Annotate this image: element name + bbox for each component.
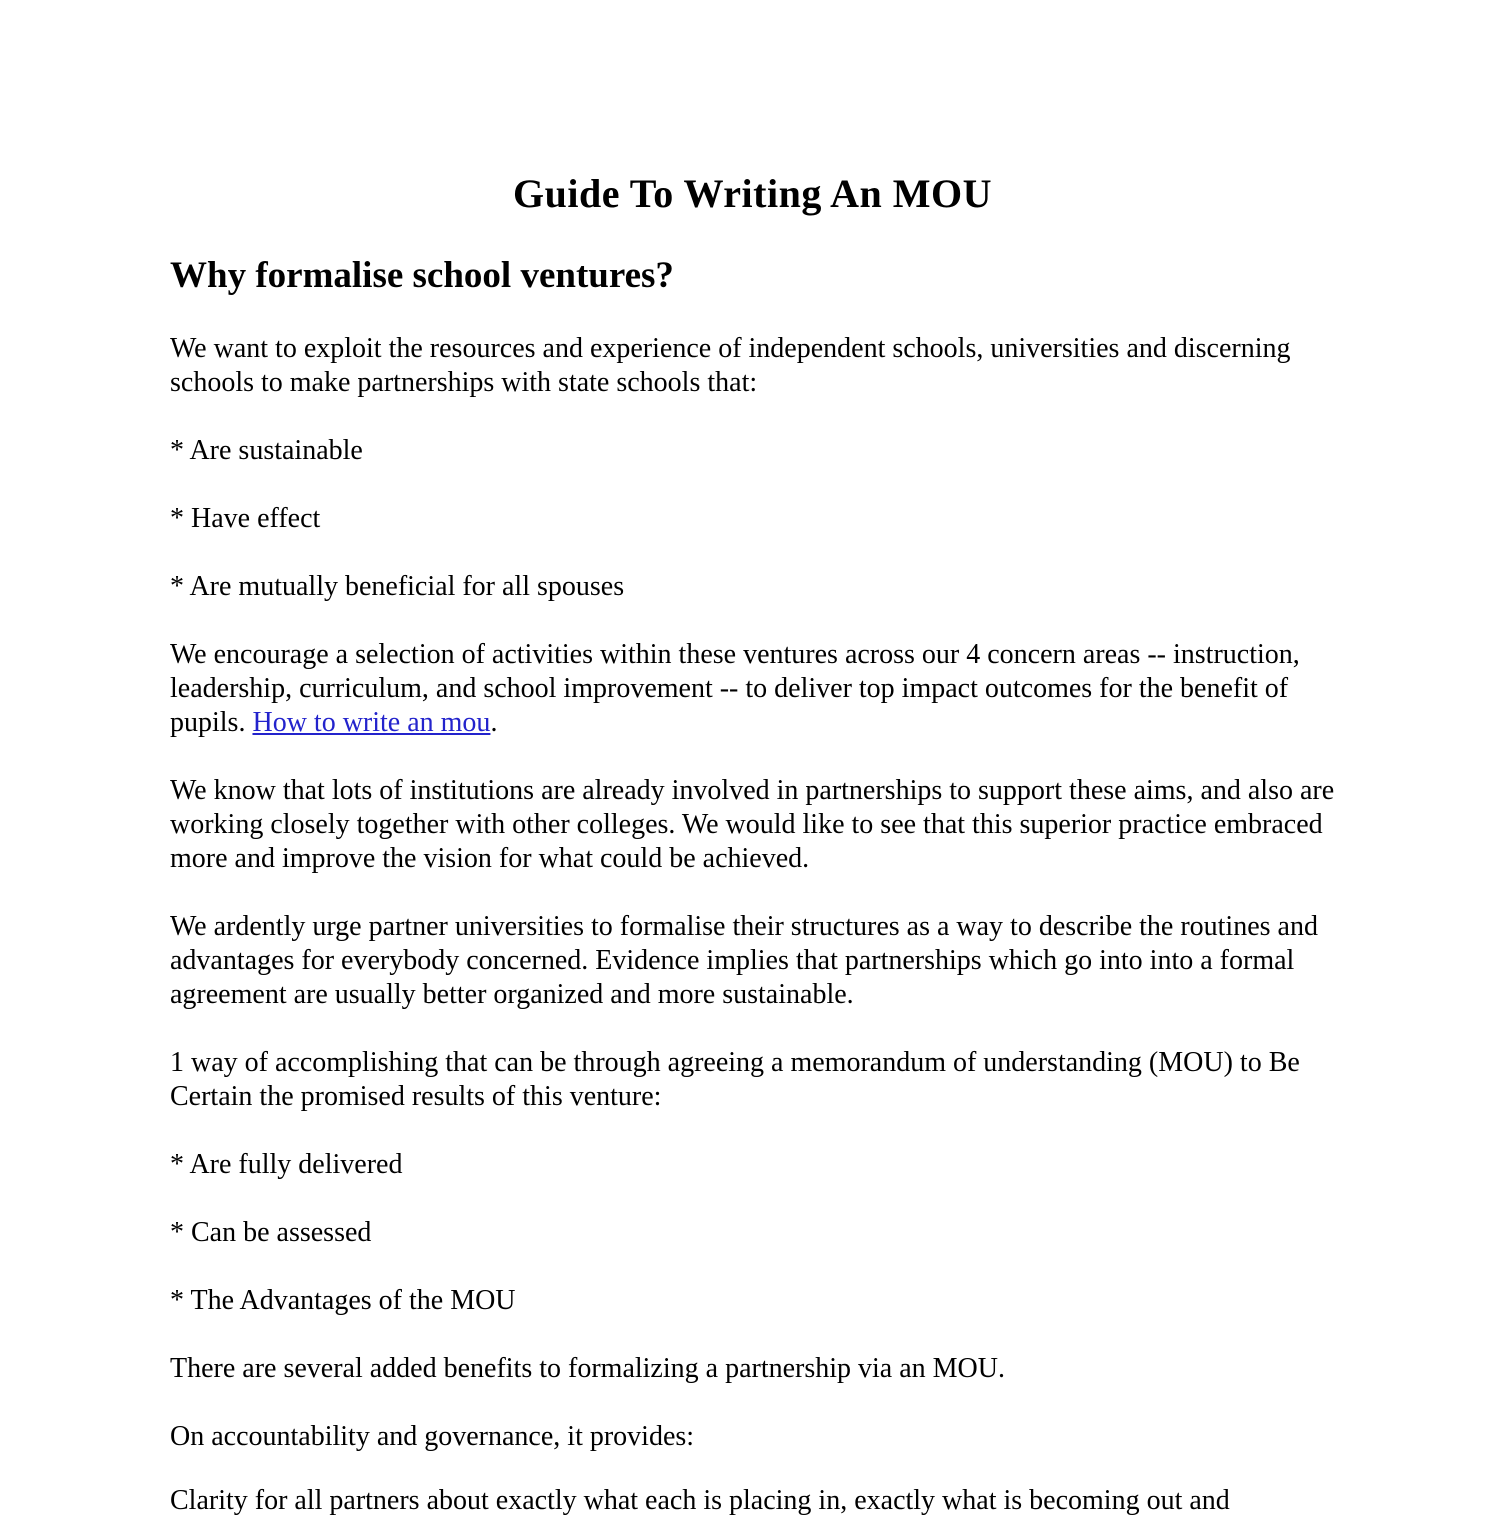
bullet-item: * Have effect <box>170 503 321 534</box>
document-title: Guide To Writing An MOU <box>512 171 993 216</box>
bullet-item: * Are fully delivered <box>170 1149 403 1180</box>
bullet-item: * The Advantages of the MOU <box>170 1285 516 1316</box>
accountability-paragraph: On accountability and governance, it provides: <box>170 1421 695 1452</box>
bullet-item: * Are sustainable <box>170 435 363 466</box>
bullet-item: * Can be assessed <box>170 1217 372 1248</box>
encourage-paragraph-period: . <box>490 707 498 738</box>
bullet-item: * Are mutually beneficial for all spouses <box>170 571 625 602</box>
how-to-write-mou-link[interactable]: How to write an mou <box>252 707 491 738</box>
clarity-paragraph: Clarity for all partners about exactly what each is placing in, exactly what is becoming out and <box>170 1485 1230 1516</box>
know-paragraph: We know that lots of institutions are already involved in partnerships to support these aims, and also are working closely together with other colleges. We would like to see that this superior practice embraced more and improve the vision for what could be achieved. <box>170 775 1335 874</box>
one-way-paragraph: 1 way of accomplishing that can be through agreeing a memorandum of understanding (MOU) to Be Certain the promised results of this venture: <box>170 1047 1300 1112</box>
urge-paragraph: We ardently urge partner universities to formalise their structures as a way to describe the routines and advantages for everybody concerned. Evidence implies that partnerships which go into into a formal agreement are usually better organized and more sustainable. <box>170 911 1318 1010</box>
encourage-paragraph <box>170 638 1335 740</box>
benefits-paragraph: There are several added benefits to formalizing a partnership via an MOU. <box>170 1353 1005 1384</box>
section-heading: Why formalise school ventures? <box>170 255 674 296</box>
intro-paragraph: We want to exploit the resources and experience of independent schools, universities and discerning schools to make partnerships with state schools that: <box>170 333 1291 398</box>
encourage-paragraph-text: We encourage a selection of activities within these ventures across our 4 concern areas -- instruction, leadership, curriculum, and school improvement -- to deliver top impact outcomes for the benefit of pupils. <box>170 639 1300 738</box>
